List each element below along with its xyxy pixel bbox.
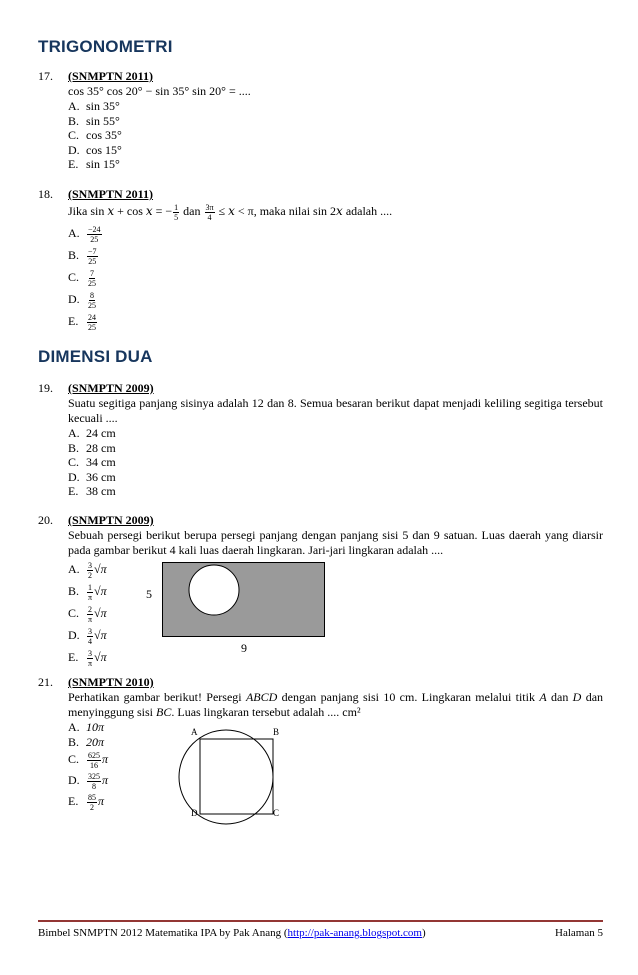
option-c: C. cos 35°: [68, 128, 122, 142]
question-source: (SNMPTN 2009): [68, 381, 154, 395]
option-d: D. cos 15°: [68, 142, 122, 157]
point-label-b: B: [273, 727, 280, 737]
question-text: Jika sin 𝑥 + cos 𝑥 = − $\frac{1}{5}$ dan $\frac{3\pi}{4}$ ≤ 𝑥 < π, maka nilai sin 2𝑥 adalah ....: [68, 202, 393, 222]
option-c: C. $\frac{2}{\pi}$ √π: [68, 604, 107, 624]
option-a: A. $\frac{-24}{25}$: [68, 224, 101, 244]
option-b: B. sin 55°: [68, 113, 120, 128]
option-d: D. 36 cm: [68, 469, 116, 484]
question-text: Perhatikan gambar berikut! Persegi ABCD dengan panjang sisi 10 cm. Lingkaran melalui titik A dan D dan menyinggung sisi BC. Luas lingkaran tersebut adalah .... cm²: [68, 690, 604, 719]
shaded-rectangle: [163, 563, 325, 637]
option-a: A. sin 35°: [68, 99, 120, 113]
option-e: E. sin 15°: [68, 157, 120, 171]
footer-link[interactable]: http://pak-anang.blogspot.com: [287, 927, 422, 939]
option-d: D. $\frac{325}{8}$ π: [68, 771, 109, 791]
option-b: B. 28 cm: [68, 440, 116, 455]
question-number: 20.: [38, 513, 53, 527]
figure-label-bottom: 9: [241, 641, 247, 655]
option-e: E. $\frac{85}{2}$ π: [68, 792, 105, 812]
point-label-c: C: [273, 808, 280, 818]
question-source: (SNMPTN 2011): [68, 187, 153, 201]
option-e: E. $\frac{24}{25}$: [68, 312, 96, 332]
option-b: B. 20π: [68, 734, 105, 749]
circle: [189, 565, 239, 615]
question-number: 21.: [38, 675, 53, 689]
question-19: [38, 381, 603, 499]
footer-text: Bimbel SNMPTN 2012 Matematika IPA by Pak Anang (: [38, 927, 288, 939]
question-source: (SNMPTN 2009): [68, 513, 154, 527]
rectangle-circle-figure: [162, 562, 326, 638]
question-number: 19.: [38, 381, 53, 395]
footer-rule: [38, 920, 603, 922]
question-21: [38, 675, 603, 812]
option-c: C. $\frac{625}{16}$ π: [68, 750, 109, 770]
square-circle-figure: [170, 725, 290, 825]
section-title-dimensi-dua: DIMENSI DUA: [38, 347, 153, 366]
option-e: E. $\frac{3}{\pi}$ √π: [68, 648, 107, 668]
page-number: Halaman 5: [555, 927, 603, 939]
question-text: Suatu segitiga panjang sisinya adalah 12 dan 8. Semua besaran berikut dapat menjadi keliling segitiga tersebut kecuali ....: [68, 396, 603, 425]
point-label-a: A: [191, 727, 198, 737]
option-a: A. 10π: [68, 720, 105, 734]
option-d: D. $\frac{8}{25}$: [68, 290, 96, 310]
page-footer: Bimbel SNMPTN 2012 Matematika IPA by Pak Anang (http://pak-anang.blogspot.com) Halaman 5: [38, 927, 603, 939]
question-text: cos 35° cos 20° − sin 35° sin 20° = ....: [68, 84, 251, 98]
question-number: 17.: [38, 69, 53, 83]
question-number: 18.: [38, 187, 53, 201]
question-text: Sebuah persegi berikut berupa persegi panjang dengan panjang sisi 5 dan 9 satuan. Luas daerah yang diarsir pada gambar berikut 4 kali luas daerah lingkaran. Jari-jari lingkaran adalah ....: [68, 528, 603, 557]
section-title-trigonometri: TRIGONOMETRI: [38, 37, 173, 56]
question-17: [38, 69, 603, 172]
option-a: A. $\frac{3}{2}$ √π: [68, 560, 107, 580]
square-abcd: [200, 739, 273, 814]
option-b: B. $\frac{1}{\pi}$ √π: [68, 582, 107, 602]
option-e: E. 38 cm: [68, 484, 116, 498]
option-b: B. $\frac{-7}{25}$: [68, 246, 97, 266]
question-18: [38, 187, 603, 332]
option-d: D. $\frac{3}{4}$ √π: [68, 626, 107, 646]
option-a: A. 24 cm: [68, 426, 116, 440]
question-source: (SNMPTN 2011): [68, 69, 153, 83]
figure-label-side: 5: [146, 587, 152, 601]
option-c: C. $\frac{7}{25}$: [68, 268, 96, 288]
point-label-d: D: [191, 808, 198, 818]
question-source: (SNMPTN 2010): [68, 675, 154, 689]
option-c: C. 34 cm: [68, 455, 116, 469]
